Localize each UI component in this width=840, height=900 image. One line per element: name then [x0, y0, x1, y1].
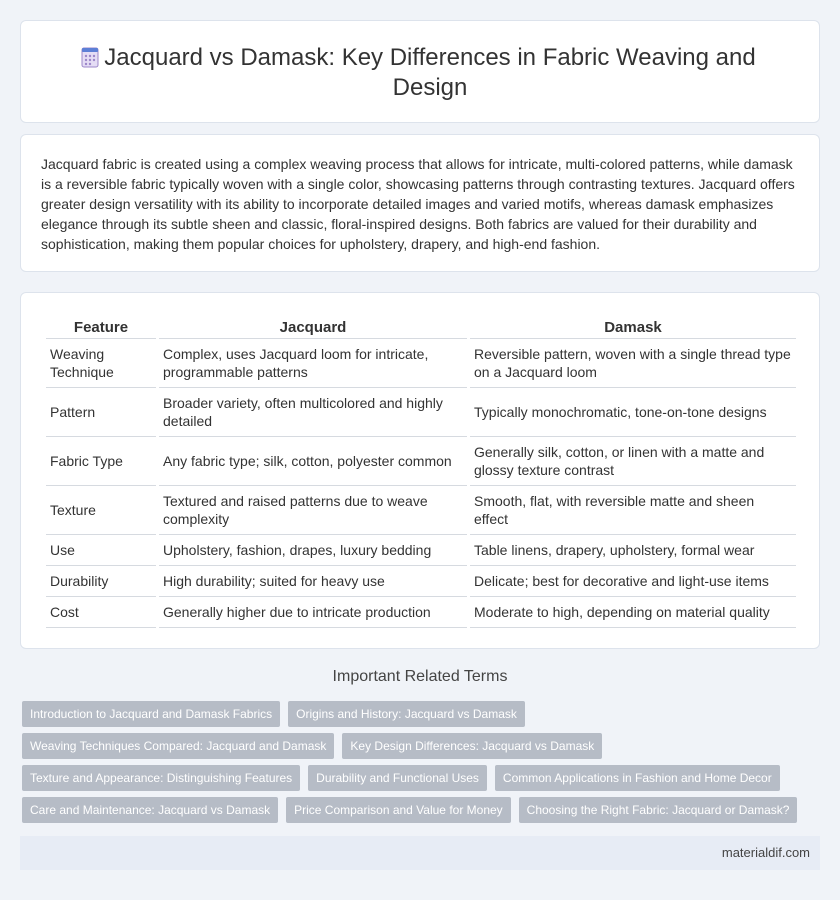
table-cell: Smooth, flat, with reversible matte and sheen effect — [470, 486, 796, 535]
related-term-link[interactable]: Origins and History: Jacquard vs Damask — [288, 701, 525, 727]
footer — [20, 836, 820, 870]
table-cell: Table linens, drapery, upholstery, formal wear — [470, 535, 796, 566]
related-terms-list — [22, 701, 812, 829]
header-damask: Damask — [470, 315, 796, 339]
related-terms-title: Important Related Terms — [332, 668, 508, 685]
table-cell: Texture — [46, 486, 156, 535]
related-term-link[interactable]: Weaving Techniques Compared: Jacquard and Damask — [22, 733, 334, 759]
intro-paragraph: Jacquard fabric is created using a complex weaving process that allows for intricate, multi-colored patterns, while damask is a reversible fabric typically woven with a single color, showcasing patterns through contrasting textures. Jacquard offers greater design versatility with its ability to incorporate detailed images and varied motifs, whereas damask emphasizes elegance through its subtle sheen and classic, floral-inspired designs. Both fabrics are valued for their durability and sophistication, making them popular choices for upholstery, drapery, and high-end fashion. — [41, 156, 795, 252]
table-cell: Fabric Type — [46, 437, 156, 486]
table-row — [46, 486, 796, 535]
comparison-table-card — [20, 292, 820, 649]
related-term-link[interactable]: Texture and Appearance: Distinguishing Features — [22, 765, 300, 791]
table-cell: Typically monochromatic, tone-on-tone designs — [470, 388, 796, 437]
table-cell: Pattern — [46, 388, 156, 437]
table-cell: Generally higher due to intricate production — [159, 597, 467, 628]
header-card — [20, 20, 820, 123]
table-cell: Generally silk, cotton, or linen with a matte and glossy texture contrast — [470, 437, 796, 486]
page-title: Jacquard vs Damask: Key Differences in Fabric Weaving and Design — [104, 44, 756, 101]
table-cell: Moderate to high, depending on material quality — [470, 597, 796, 628]
table-cell: Reversible pattern, woven with a single thread type on a Jacquard loom — [470, 339, 796, 388]
footer-site-link[interactable]: materialdif.com — [721, 845, 810, 860]
tag-row — [22, 797, 812, 823]
table-cell: Upholstery, fashion, drapes, luxury bedding — [159, 535, 467, 566]
related-term-link[interactable]: Key Design Differences: Jacquard vs Damask — [342, 733, 602, 759]
table-cell: Cost — [46, 597, 156, 628]
related-term-link[interactable]: Choosing the Right Fabric: Jacquard or Damask? — [519, 797, 798, 823]
intro-card — [20, 134, 820, 272]
tag-row — [22, 733, 812, 759]
table-cell: Textured and raised patterns due to weave complexity — [159, 486, 467, 535]
table-row — [46, 339, 796, 388]
table-cell: Broader variety, often multicolored and highly detailed — [159, 388, 467, 437]
related-term-link[interactable]: Common Applications in Fashion and Home Decor — [495, 765, 780, 791]
header-jacquard: Jacquard — [159, 315, 467, 339]
related-term-link[interactable]: Price Comparison and Value for Money — [286, 797, 511, 823]
related-term-link[interactable]: Care and Maintenance: Jacquard vs Damask — [22, 797, 278, 823]
table-cell: Use — [46, 535, 156, 566]
tag-row — [22, 701, 812, 727]
table-cell: Durability — [46, 566, 156, 597]
table-cell: Delicate; best for decorative and light-use items — [470, 566, 796, 597]
table-row — [46, 388, 796, 437]
tag-row — [22, 765, 812, 791]
table-row — [46, 566, 796, 597]
table-row — [46, 437, 796, 486]
related-term-link[interactable]: Durability and Functional Uses — [308, 765, 487, 791]
header-feature: Feature — [46, 315, 156, 339]
comparison-table — [43, 315, 799, 628]
table-cell: Weaving Technique — [46, 339, 156, 388]
related-term-link[interactable]: Introduction to Jacquard and Damask Fabrics — [22, 701, 280, 727]
table-cell: High durability; suited for heavy use — [159, 566, 467, 597]
table-row — [46, 535, 796, 566]
table-row — [46, 597, 796, 628]
table-header-row — [46, 315, 796, 339]
table-cell: Any fabric type; silk, cotton, polyester common — [159, 437, 467, 486]
table-cell: Complex, uses Jacquard loom for intricate, programmable patterns — [159, 339, 467, 388]
